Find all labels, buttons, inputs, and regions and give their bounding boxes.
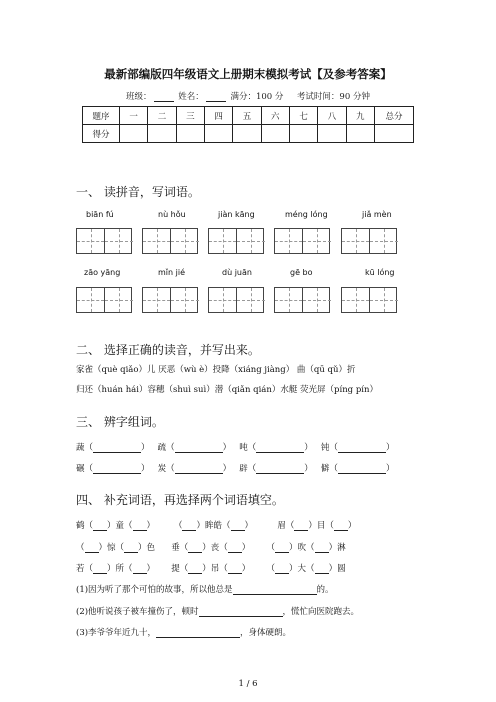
paren: ） bbox=[222, 443, 232, 453]
section-1-heading: 一、 读拼音，写词语。 bbox=[76, 185, 200, 199]
text: 眉（ bbox=[277, 521, 295, 531]
paren: ） bbox=[304, 464, 313, 474]
answer-blank[interactable] bbox=[93, 521, 107, 531]
writing-grid[interactable] bbox=[142, 287, 198, 313]
answer-blank[interactable] bbox=[93, 443, 141, 453]
text: 提（ bbox=[171, 564, 189, 574]
score-header-cell: 四 bbox=[204, 107, 232, 125]
answer-blank[interactable] bbox=[133, 521, 147, 531]
reading-choice-line: 家雀（què qiǎo）儿 厌恶（wù è）投降（xiáng jiàng） 曲（qū qǔ）折 bbox=[76, 365, 356, 375]
answer-blank[interactable] bbox=[338, 464, 386, 474]
score-header-cell: 题序 bbox=[83, 107, 120, 125]
score-header-cell: 八 bbox=[318, 107, 346, 125]
char-label: 辟（ bbox=[239, 464, 257, 474]
paren: ） bbox=[304, 443, 313, 453]
answer-blank[interactable] bbox=[233, 585, 317, 595]
answer-blank[interactable] bbox=[275, 543, 289, 553]
writing-grid[interactable] bbox=[142, 228, 198, 254]
text: ）圆 bbox=[328, 564, 346, 574]
class-blank[interactable] bbox=[154, 92, 174, 102]
text: (3)李爷爷年近九十， bbox=[76, 628, 157, 638]
answer-blank[interactable] bbox=[188, 543, 202, 553]
idiom-row bbox=[76, 519, 356, 531]
idiom-row bbox=[76, 541, 346, 553]
answer-blank[interactable] bbox=[175, 443, 223, 453]
paren: ） bbox=[385, 443, 395, 453]
answer-blank[interactable] bbox=[228, 564, 242, 574]
writing-grid[interactable] bbox=[274, 228, 330, 254]
char-label: 蔬（ bbox=[76, 443, 94, 453]
text: ）淋 bbox=[328, 543, 346, 553]
writing-grid[interactable] bbox=[341, 287, 397, 313]
answer-blank[interactable] bbox=[256, 464, 304, 474]
text: ） bbox=[146, 521, 156, 531]
name-label: 姓名： bbox=[178, 92, 204, 102]
text: ）眸皓（ bbox=[196, 521, 231, 531]
char-label: 疏（ bbox=[157, 443, 175, 453]
answer-blank[interactable] bbox=[231, 521, 245, 531]
text: ） bbox=[244, 521, 254, 531]
text: （ bbox=[266, 564, 276, 574]
writing-grid[interactable] bbox=[341, 228, 397, 254]
text: ） bbox=[146, 564, 156, 574]
score-header-row bbox=[83, 107, 414, 125]
page-title: 最新部编版四年级语文上册期末模拟考试【及参考答案】 bbox=[104, 67, 392, 81]
full-score: 满分：100 分 bbox=[230, 92, 284, 102]
section-2-heading: 二、 选择正确的读音，并写出来。 bbox=[76, 343, 260, 357]
text: ）童（ bbox=[107, 521, 133, 531]
score-value-row bbox=[83, 125, 414, 143]
score-header-cell: 七 bbox=[289, 107, 317, 125]
class-label: 班级： bbox=[126, 92, 152, 102]
answer-blank[interactable] bbox=[93, 564, 107, 574]
pinyin-label: jiǎ mèn bbox=[362, 210, 392, 219]
score-cell[interactable] bbox=[318, 125, 346, 143]
section-4-heading: 四、 补充词语，再选择两个词语填空。 bbox=[76, 493, 284, 507]
section-3-heading: 三、 辨字组词。 bbox=[76, 415, 164, 429]
paren: ） bbox=[141, 464, 150, 474]
paren: ） bbox=[222, 464, 232, 474]
fill-sentence bbox=[76, 605, 359, 617]
name-blank[interactable] bbox=[206, 92, 226, 102]
text: （ bbox=[76, 543, 85, 553]
fill-sentence bbox=[76, 626, 291, 638]
score-cell[interactable] bbox=[148, 125, 176, 143]
text: ，慌忙向医院跑去。 bbox=[282, 607, 360, 617]
answer-blank[interactable] bbox=[124, 543, 138, 553]
pinyin-label: mǐn jié bbox=[158, 268, 185, 277]
answer-blank[interactable] bbox=[315, 564, 329, 574]
text: ）色 bbox=[138, 543, 156, 553]
pinyin-label: méng lóng bbox=[285, 210, 328, 219]
answer-blank[interactable] bbox=[188, 564, 202, 574]
answer-blank[interactable] bbox=[315, 543, 329, 553]
text: 垂（ bbox=[171, 543, 189, 553]
score-cell[interactable] bbox=[375, 125, 414, 143]
score-header-cell: 六 bbox=[261, 107, 289, 125]
answer-blank[interactable] bbox=[182, 521, 196, 531]
answer-blank[interactable] bbox=[199, 607, 283, 617]
text: ，身体硬朗。 bbox=[240, 628, 292, 638]
pinyin-label: jiàn kāng bbox=[218, 210, 255, 219]
score-cell[interactable] bbox=[289, 125, 317, 143]
pinyin-label: kū lóng bbox=[365, 268, 395, 277]
fill-sentence bbox=[76, 583, 334, 595]
answer-blank[interactable] bbox=[156, 628, 240, 638]
answer-blank[interactable] bbox=[256, 443, 304, 453]
answer-blank[interactable] bbox=[133, 564, 147, 574]
text: 的。 bbox=[316, 585, 334, 595]
score-cell[interactable] bbox=[204, 125, 232, 143]
exam-time: 考试时间：90 分钟 bbox=[296, 92, 370, 102]
answer-blank[interactable] bbox=[338, 443, 386, 453]
char-label: 钝（ bbox=[320, 443, 338, 453]
text: ）目（ bbox=[308, 521, 334, 531]
text: ）吹（ bbox=[289, 543, 315, 553]
score-table bbox=[82, 106, 414, 143]
text: （ bbox=[266, 543, 276, 553]
text: ）所（ bbox=[107, 564, 133, 574]
text: （ bbox=[173, 521, 183, 531]
answer-blank[interactable] bbox=[85, 543, 99, 553]
score-cell[interactable] bbox=[120, 125, 148, 143]
page-number: 1 / 6 bbox=[238, 679, 258, 689]
score-header-cell: 一 bbox=[120, 107, 148, 125]
writing-grid[interactable] bbox=[76, 287, 132, 313]
reading-choice-line: 归还（huán hái）容穗（shuì suì）潜（qiǎn qián）水艇 荧光屏（píng pín） bbox=[76, 385, 378, 395]
char-label: 碾（ bbox=[76, 464, 94, 474]
text: 鹤（ bbox=[76, 521, 94, 531]
writing-grid[interactable] bbox=[274, 287, 330, 313]
pinyin-label: dù juān bbox=[222, 268, 252, 277]
word-group-row bbox=[76, 441, 394, 453]
answer-blank[interactable] bbox=[294, 521, 308, 531]
answer-blank[interactable] bbox=[334, 521, 348, 531]
char-label: 僻（ bbox=[320, 464, 338, 474]
text: ）惊（ bbox=[98, 543, 125, 553]
pinyin-label: gē bo bbox=[290, 268, 313, 277]
paren: ） bbox=[141, 443, 150, 453]
writing-grid[interactable] bbox=[76, 228, 132, 254]
paren: ） bbox=[385, 464, 395, 474]
score-header-cell: 三 bbox=[176, 107, 204, 125]
text: ） bbox=[347, 521, 357, 531]
score-cell[interactable] bbox=[233, 125, 261, 143]
exam-info bbox=[0, 90, 496, 102]
writing-grid[interactable] bbox=[208, 287, 264, 313]
text: 若（ bbox=[76, 564, 94, 574]
score-cell[interactable] bbox=[261, 125, 289, 143]
text: ）吊（ bbox=[202, 564, 228, 574]
text: (1)因为听了那个可怕的故事，所以他总是 bbox=[76, 585, 233, 595]
text: ）大（ bbox=[289, 564, 315, 574]
writing-grid[interactable] bbox=[208, 228, 264, 254]
text: ） bbox=[241, 564, 251, 574]
pinyin-label: nù hǒu bbox=[158, 210, 186, 219]
score-header-cell: 九 bbox=[346, 107, 374, 125]
pinyin-label: zāo yāng bbox=[84, 268, 121, 277]
text: (2)他听说孩子被车撞伤了，顿时 bbox=[76, 607, 199, 617]
score-header-cell: 总分 bbox=[375, 107, 414, 125]
idiom-row bbox=[76, 562, 346, 574]
score-header-cell: 二 bbox=[148, 107, 176, 125]
answer-blank[interactable] bbox=[228, 543, 242, 553]
score-cell[interactable] bbox=[176, 125, 204, 143]
char-label: 炭（ bbox=[157, 464, 175, 474]
pinyin-label: biān fú bbox=[86, 210, 114, 219]
text: ）丧（ bbox=[202, 543, 228, 553]
char-label: 吨（ bbox=[239, 443, 257, 453]
text: ） bbox=[241, 543, 251, 553]
score-header-cell: 五 bbox=[233, 107, 261, 125]
score-cell[interactable] bbox=[346, 125, 374, 143]
word-group-row bbox=[76, 462, 394, 474]
answer-blank[interactable] bbox=[275, 564, 289, 574]
answer-blank[interactable] bbox=[175, 464, 223, 474]
answer-blank[interactable] bbox=[93, 464, 141, 474]
score-row-label: 得分 bbox=[83, 125, 120, 143]
